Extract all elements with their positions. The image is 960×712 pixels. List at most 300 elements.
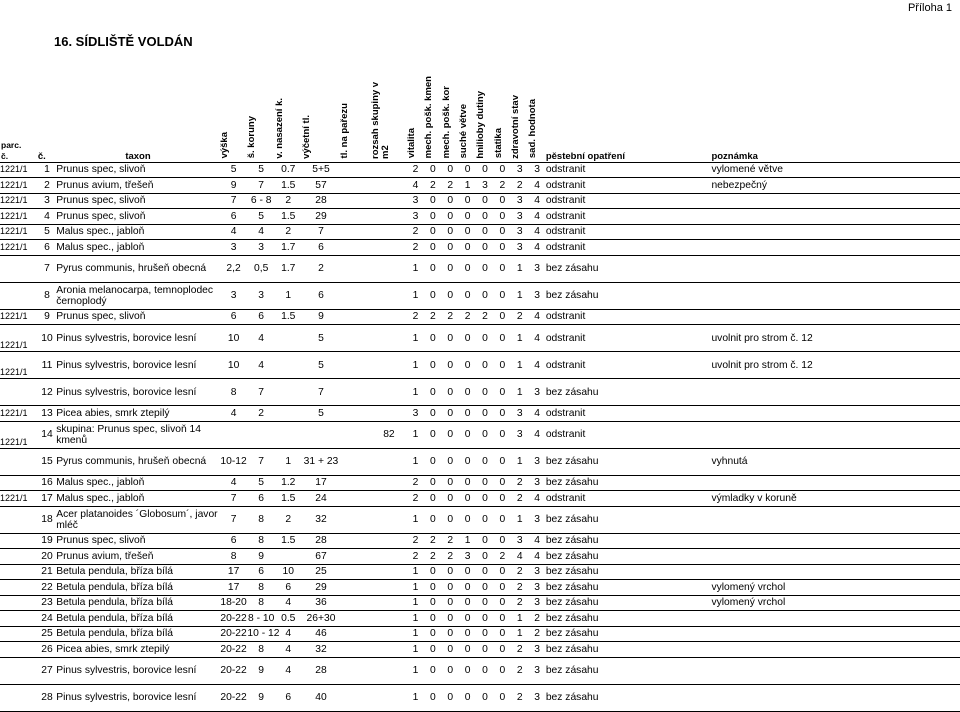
statika-cell: 0 [499, 332, 506, 344]
taxon-cell: Prunus spec, slivoň [56, 195, 146, 207]
nasazeni-cell: 1.7 [281, 263, 296, 274]
parc-cell [0, 506, 38, 533]
kor-cell: 0 [447, 359, 454, 371]
nasazeni-cell: 2 [285, 514, 292, 525]
nasazeni-cell: 1 [285, 290, 292, 301]
vyska-cell: 17 [227, 566, 240, 578]
nasazeni-cell: 2 [285, 195, 292, 207]
sad-cell: 3 [534, 164, 540, 176]
nasazeni-cell: 1.5 [281, 210, 296, 222]
kor-cell: 0 [447, 643, 454, 655]
vyska-cell: 17 [227, 581, 240, 593]
kmen-cell: 0 [430, 456, 436, 467]
vitalita-cell: 1 [412, 612, 419, 624]
parc-cell [0, 626, 38, 642]
header-vyska: výška [218, 132, 230, 159]
vycetni-cell: 6 [318, 241, 324, 253]
dutiny-cell: 0 [482, 643, 488, 655]
sad-cell: 4 [534, 226, 540, 238]
table-row [0, 684, 960, 711]
koruny-cell: 9 [258, 692, 265, 703]
kmen-cell: 0 [430, 566, 436, 578]
kmen-cell: 0 [430, 386, 436, 398]
sad-cell: 3 [534, 263, 540, 274]
koruny-cell: 8 [258, 643, 265, 655]
table-row [0, 162, 960, 178]
vycetni-cell: 7 [318, 386, 324, 398]
suche-cell: 0 [464, 164, 471, 176]
parc-cell [0, 549, 38, 565]
taxon-cell: Pinus sylvestris, borovice lesní [56, 665, 197, 676]
zdravotni-cell: 1 [516, 612, 523, 624]
parc-cell [0, 684, 38, 711]
parc-cell [0, 580, 38, 596]
suche-cell: 0 [464, 492, 471, 504]
number-cell: 3 [44, 195, 50, 207]
suche-cell: 0 [464, 290, 471, 301]
kor-cell: 0 [447, 612, 454, 624]
kor-cell: 0 [447, 241, 454, 253]
nasazeni-cell [275, 352, 302, 379]
koruny-cell: 4 [258, 359, 265, 371]
parezu-cell [340, 657, 371, 684]
vitalita-cell: 1 [412, 359, 419, 371]
table-header-row [0, 62, 960, 162]
rozsah-cell [371, 684, 407, 711]
sad-cell: 3 [534, 514, 540, 525]
vitalita-cell: 2 [412, 535, 419, 547]
number-cell: 9 [44, 311, 50, 323]
parc-cell [0, 533, 38, 549]
koruny-cell: 9 [258, 550, 265, 562]
dutiny-cell: 0 [482, 597, 488, 609]
koruny-cell: 5 [258, 164, 265, 176]
kmen-cell: 0 [430, 612, 436, 624]
poznamka-cell [711, 282, 960, 309]
zdravotni-cell: 3 [516, 535, 523, 547]
vyska-cell: 10-12 [220, 456, 247, 467]
statika-cell: 0 [499, 429, 506, 440]
table-row [0, 325, 960, 352]
vyska-cell: 10 [227, 359, 240, 371]
statika-cell: 2 [499, 179, 506, 191]
sad-cell: 4 [534, 407, 540, 419]
parezu-cell [340, 178, 371, 194]
vitalita-cell: 2 [412, 477, 419, 489]
poznamka-cell [711, 549, 960, 565]
vitalita-cell: 1 [412, 566, 419, 578]
statika-cell: 0 [499, 241, 506, 253]
vyska-cell [220, 421, 248, 448]
rozsah-cell [371, 491, 407, 507]
poznamka-cell [711, 406, 960, 422]
statika-cell: 0 [499, 164, 506, 176]
koruny-cell: 3 [258, 241, 265, 253]
parc-cell [0, 564, 38, 580]
statika-cell: 0 [499, 263, 506, 274]
dutiny-cell: 0 [482, 407, 488, 419]
zdravotni-cell: 3 [516, 226, 523, 238]
number-cell: 8 [44, 290, 50, 301]
dutiny-cell: 0 [482, 210, 488, 222]
kmen-cell: 0 [430, 514, 436, 525]
kor-cell: 0 [447, 514, 454, 525]
vyska-cell: 5 [230, 164, 237, 176]
poznamka-cell: vylomené větve [711, 164, 783, 176]
kor-cell: 0 [447, 386, 454, 398]
vyska-cell: 20-22 [220, 692, 247, 703]
sad-cell: 2 [534, 628, 540, 640]
table-row [0, 595, 960, 611]
parc-cell [0, 595, 38, 611]
taxon-cell: Prunus spec, slivoň [56, 210, 146, 222]
kor-cell: 0 [447, 456, 454, 467]
statika-cell: 0 [499, 665, 506, 676]
parezu-cell [340, 224, 371, 240]
vycetni-cell: 5+5 [312, 164, 330, 176]
nasazeni-cell: 10 [282, 566, 294, 578]
table-row [0, 224, 960, 240]
rozsah-cell [371, 193, 407, 209]
rozsah-cell [371, 309, 407, 325]
kmen-cell: 2 [430, 535, 436, 547]
parezu-cell [340, 491, 371, 507]
table-row [0, 406, 960, 422]
parezu-cell [340, 352, 371, 379]
sad-cell: 3 [534, 386, 540, 398]
number-cell: 4 [44, 210, 50, 222]
opatreni-cell: odstranit [545, 195, 586, 207]
dutiny-cell: 0 [482, 456, 488, 467]
suche-cell: 0 [464, 210, 471, 222]
vitalita-cell: 1 [412, 514, 419, 525]
table-row [0, 352, 960, 379]
statika-cell: 0 [499, 407, 506, 419]
parezu-cell [340, 595, 371, 611]
nasazeni-cell: 1.7 [281, 241, 296, 253]
statika-cell: 0 [499, 628, 506, 640]
suche-cell: 2 [464, 311, 471, 323]
parezu-cell [340, 282, 371, 309]
statika-cell: 0 [499, 290, 506, 301]
opatreni-cell: odstranit [545, 241, 586, 253]
number-cell: 12 [41, 386, 53, 398]
rozsah-cell [371, 657, 407, 684]
vyska-cell: 6 [230, 535, 237, 547]
vyska-cell: 9 [230, 179, 237, 191]
rozsah-cell [371, 325, 407, 352]
dutiny-cell: 0 [482, 492, 488, 504]
kor-cell: 0 [447, 597, 454, 609]
statika-cell: 0 [499, 226, 506, 238]
kmen-cell: 0 [430, 581, 436, 593]
nasazeni-cell [275, 421, 302, 448]
rozsah-cell [371, 642, 407, 658]
suche-cell: 0 [464, 612, 471, 624]
parc-cell: 1221/1 [0, 226, 28, 237]
statika-cell: 0 [499, 456, 506, 467]
kmen-cell: 0 [430, 241, 436, 253]
suche-cell: 0 [464, 429, 471, 440]
vitalita-cell: 1 [412, 581, 419, 593]
parezu-cell [340, 162, 371, 178]
koruny-cell: 2 [258, 407, 265, 419]
table-row [0, 379, 960, 406]
opatreni-cell: bez zásahu [545, 612, 599, 624]
poznamka-cell [711, 533, 960, 549]
statika-cell: 0 [499, 359, 506, 371]
poznamka-cell [711, 255, 960, 282]
rozsah-cell [371, 379, 407, 406]
taxon-cell: Picea abies, smrk ztepilý [56, 407, 170, 419]
taxon-cell: Prunus spec, slivoň [56, 535, 146, 547]
dutiny-cell: 0 [482, 692, 488, 703]
parezu-cell [340, 209, 371, 225]
kor-cell: 0 [447, 692, 454, 703]
zdravotni-cell: 3 [516, 241, 523, 253]
header-vycetni: výčetní tl. [300, 114, 312, 159]
suche-cell: 0 [464, 566, 471, 578]
rozsah-cell [371, 224, 407, 240]
suche-cell: 0 [464, 692, 471, 703]
vitalita-cell: 2 [412, 241, 419, 253]
dutiny-cell: 3 [482, 179, 488, 191]
number-cell: 22 [41, 581, 53, 593]
parc-cell [0, 282, 38, 309]
table-row [0, 209, 960, 225]
nasazeni-cell: 4 [285, 643, 292, 655]
dutiny-cell: 0 [482, 535, 488, 547]
rozsah-cell [371, 580, 407, 596]
number-cell: 10 [41, 332, 53, 344]
number-cell: 5 [44, 226, 50, 238]
number-cell: 14 [41, 429, 53, 440]
parezu-cell [340, 421, 371, 448]
number-cell: 19 [41, 535, 53, 547]
opatreni-cell: odstranit [545, 226, 586, 238]
vycetni-cell [302, 421, 341, 448]
kmen-cell: 0 [430, 290, 436, 301]
suche-cell: 0 [464, 263, 471, 274]
poznamka-cell: uvolnit pro strom č. 12 [711, 332, 813, 344]
kor-cell: 0 [447, 492, 454, 504]
sad-cell: 4 [534, 332, 540, 344]
sad-cell: 3 [534, 566, 540, 578]
header-opatreni: pěstební opatření [545, 150, 626, 162]
kmen-cell: 2 [430, 550, 436, 562]
number-cell: 16 [41, 477, 53, 489]
kmen-cell: 0 [430, 210, 436, 222]
kor-cell: 0 [447, 566, 454, 578]
parezu-cell [340, 580, 371, 596]
header-zdravotni: zdravotní stav [510, 94, 522, 159]
koruny-cell: 8 [258, 597, 265, 609]
parc-cell [0, 611, 38, 627]
zdravotni-cell: 4 [516, 550, 523, 562]
header-rozsah: rozsah skupiny v m2 [370, 81, 392, 159]
statika-cell: 0 [499, 477, 506, 489]
vyska-cell: 18-20 [220, 597, 247, 609]
vycetni-cell: 7 [318, 226, 324, 238]
koruny-cell: 3 [258, 290, 265, 301]
page-label: Příloha 1 [907, 2, 952, 14]
nasazeni-cell: 1.5 [281, 179, 296, 191]
number-cell: 17 [41, 492, 53, 504]
vyska-cell: 20-22 [220, 628, 247, 640]
header-poznamka: poznámka [711, 150, 758, 162]
koruny-cell: 4 [258, 332, 265, 344]
parezu-cell [340, 309, 371, 325]
parezu-cell [340, 506, 371, 533]
dutiny-cell: 0 [482, 164, 488, 176]
parc-cell [0, 475, 38, 491]
zdravotni-cell: 1 [516, 514, 523, 525]
zdravotni-cell: 2 [516, 581, 523, 593]
sad-cell: 3 [534, 597, 540, 609]
poznamka-cell: vylomený vrchol [711, 597, 786, 609]
vitalita-cell: 2 [412, 226, 419, 238]
nasazeni-cell: 4 [285, 665, 292, 676]
vycetni-cell: 24 [315, 492, 327, 504]
dutiny-cell: 0 [482, 566, 488, 578]
table-row [0, 193, 960, 209]
koruny-cell: 8 [258, 535, 265, 547]
sad-cell: 4 [534, 535, 540, 547]
number-cell: 28 [41, 692, 53, 703]
taxon-cell: Betula pendula, bříza bílá [56, 566, 173, 578]
header-taxon: taxon [125, 150, 151, 162]
number-cell: 26 [41, 643, 53, 655]
vitalita-cell: 3 [412, 195, 419, 207]
vitalita-cell: 1 [412, 429, 419, 440]
kor-cell: 2 [447, 179, 454, 191]
opatreni-cell: bez zásahu [545, 514, 599, 525]
number-cell: 2 [44, 179, 50, 191]
number-cell: 18 [41, 514, 53, 525]
poznamka-cell: uvolnit pro strom č. 12 [711, 359, 813, 371]
taxon-cell: Pinus sylvestris, borovice lesní [56, 692, 197, 703]
poznamka-cell [711, 379, 960, 406]
taxon-cell: Betula pendula, bříza bílá [56, 612, 173, 624]
opatreni-cell: odstranit [545, 332, 586, 344]
rozsah-cell: 82 [383, 429, 395, 440]
poznamka-cell [711, 626, 960, 642]
zdravotni-cell: 2 [516, 492, 523, 504]
table-row [0, 475, 960, 491]
statika-cell: 0 [499, 492, 506, 504]
taxon-cell: Malus spec., jabloň [56, 241, 145, 253]
parc-cell: 1221/1 [0, 179, 28, 190]
kor-cell: 0 [447, 263, 454, 274]
opatreni-cell: bez zásahu [545, 477, 599, 489]
rozsah-cell [371, 178, 407, 194]
koruny-cell: 8 - 10 [248, 612, 275, 624]
nasazeni-cell: 0.7 [281, 164, 296, 176]
table-row [0, 309, 960, 325]
suche-cell: 0 [464, 332, 471, 344]
nasazeni-cell: 1.5 [281, 535, 296, 547]
vyska-cell: 4 [230, 226, 237, 238]
zdravotni-cell: 1 [516, 359, 523, 371]
rozsah-cell [371, 475, 407, 491]
vyska-cell: 20-22 [220, 612, 247, 624]
zdravotni-cell: 3 [516, 210, 523, 222]
number-cell: 6 [44, 241, 50, 253]
vitalita-cell: 1 [412, 263, 419, 274]
table-row [0, 282, 960, 309]
dutiny-cell: 0 [482, 514, 488, 525]
zdravotni-cell: 3 [516, 164, 523, 176]
kmen-cell: 2 [430, 311, 436, 323]
parezu-cell [340, 533, 371, 549]
zdravotni-cell: 2 [516, 692, 523, 703]
nasazeni-cell: 1.5 [281, 311, 296, 323]
vyska-cell: 6 [230, 311, 237, 323]
table-row [0, 642, 960, 658]
poznamka-cell [711, 421, 960, 448]
sad-cell: 3 [534, 477, 540, 489]
kmen-cell: 0 [430, 164, 436, 176]
statika-cell: 0 [499, 612, 506, 624]
zdravotni-cell: 1 [516, 290, 523, 301]
dutiny-cell: 0 [482, 612, 488, 624]
zdravotni-cell: 3 [516, 429, 523, 440]
opatreni-cell: bez zásahu [545, 535, 599, 547]
suche-cell: 0 [464, 456, 471, 467]
table-row [0, 491, 960, 507]
number-cell: 7 [44, 263, 50, 274]
dutiny-cell: 0 [482, 477, 488, 489]
vitalita-cell: 1 [412, 643, 419, 655]
vyska-cell: 4 [230, 407, 237, 419]
zdravotni-cell: 2 [516, 566, 523, 578]
parc-cell: 1221/1 [0, 311, 28, 322]
opatreni-cell: odstranit [545, 407, 586, 419]
opatreni-cell: odstranit [545, 210, 586, 222]
poznamka-cell [711, 564, 960, 580]
koruny-cell: 7 [258, 179, 265, 191]
kor-cell: 0 [447, 164, 454, 176]
rozsah-cell [371, 506, 407, 533]
statika-cell: 2 [499, 550, 506, 562]
opatreni-cell: bez zásahu [545, 566, 599, 578]
koruny-cell: 5 [258, 477, 265, 489]
zdravotni-cell: 2 [516, 597, 523, 609]
vycetni-cell: 36 [315, 597, 327, 609]
header-parc: parc. č. [1, 139, 22, 161]
poznamka-cell [711, 224, 960, 240]
parezu-cell [340, 475, 371, 491]
parc-cell: 1221/1 [0, 195, 28, 206]
opatreni-cell: odstranit [545, 359, 586, 371]
vycetni-cell: 26+30 [306, 612, 336, 624]
poznamka-cell [711, 309, 960, 325]
taxon-cell: Prunus avium, třešeň [56, 550, 154, 562]
zdravotni-cell: 2 [516, 643, 523, 655]
parezu-cell [340, 240, 371, 256]
zdravotni-cell: 3 [516, 195, 523, 207]
vycetni-cell: 5 [318, 332, 324, 344]
kmen-cell: 0 [430, 477, 436, 489]
koruny-cell: 7 [258, 456, 265, 467]
opatreni-cell: bez zásahu [545, 263, 599, 274]
vycetni-cell: 31 + 23 [303, 456, 339, 467]
kmen-cell: 0 [430, 226, 436, 238]
rozsah-cell [371, 240, 407, 256]
nasazeni-cell [275, 549, 302, 565]
koruny-cell: 10 - 12 [247, 628, 280, 640]
sad-cell: 4 [534, 179, 540, 191]
